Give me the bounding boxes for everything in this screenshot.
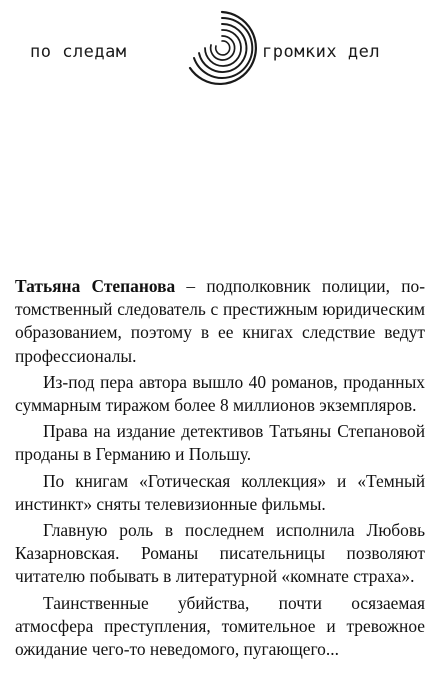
series-title-right: громких дел (262, 42, 381, 62)
series-header (0, 4, 444, 104)
bio-paragraph-3: Права на издание детективов Татьяны Степановой проданы в Германию и Польшу. (15, 421, 425, 465)
bio-paragraph-6: Таинственные убийства, почти осязаемая атмосфера преступления, томительное и тревожное ожидание чего-то неведомого, пугающего... (15, 592, 425, 660)
author-bio (15, 275, 425, 664)
author-name: Татьяна Степанова (15, 276, 176, 296)
spiral-icon (182, 8, 262, 88)
bio-paragraph-1 (15, 275, 425, 368)
bio-paragraph-2: Из-под пера автора вышло 40 романов, проданных суммарным тиражом более 8 миллионов экземпляров. (15, 371, 425, 416)
bio-paragraph-4: По книгам «Готическая коллекция» и «Темный инстинкт» сняты телевизионные фильмы. (15, 470, 425, 514)
bio-paragraph-1-text: – подполковник полиции, потомственный следователь с престижным юридическим образованием, поэтому в ее книгах следствие ведут профессионалы. (15, 276, 425, 366)
series-title-left: по следам (30, 42, 127, 62)
bio-paragraph-5: Главную роль в последнем исполнила Любовь Казарновская. Романы писательницы позволяют читателю побывать в литературной «комнате страха». (15, 520, 425, 587)
